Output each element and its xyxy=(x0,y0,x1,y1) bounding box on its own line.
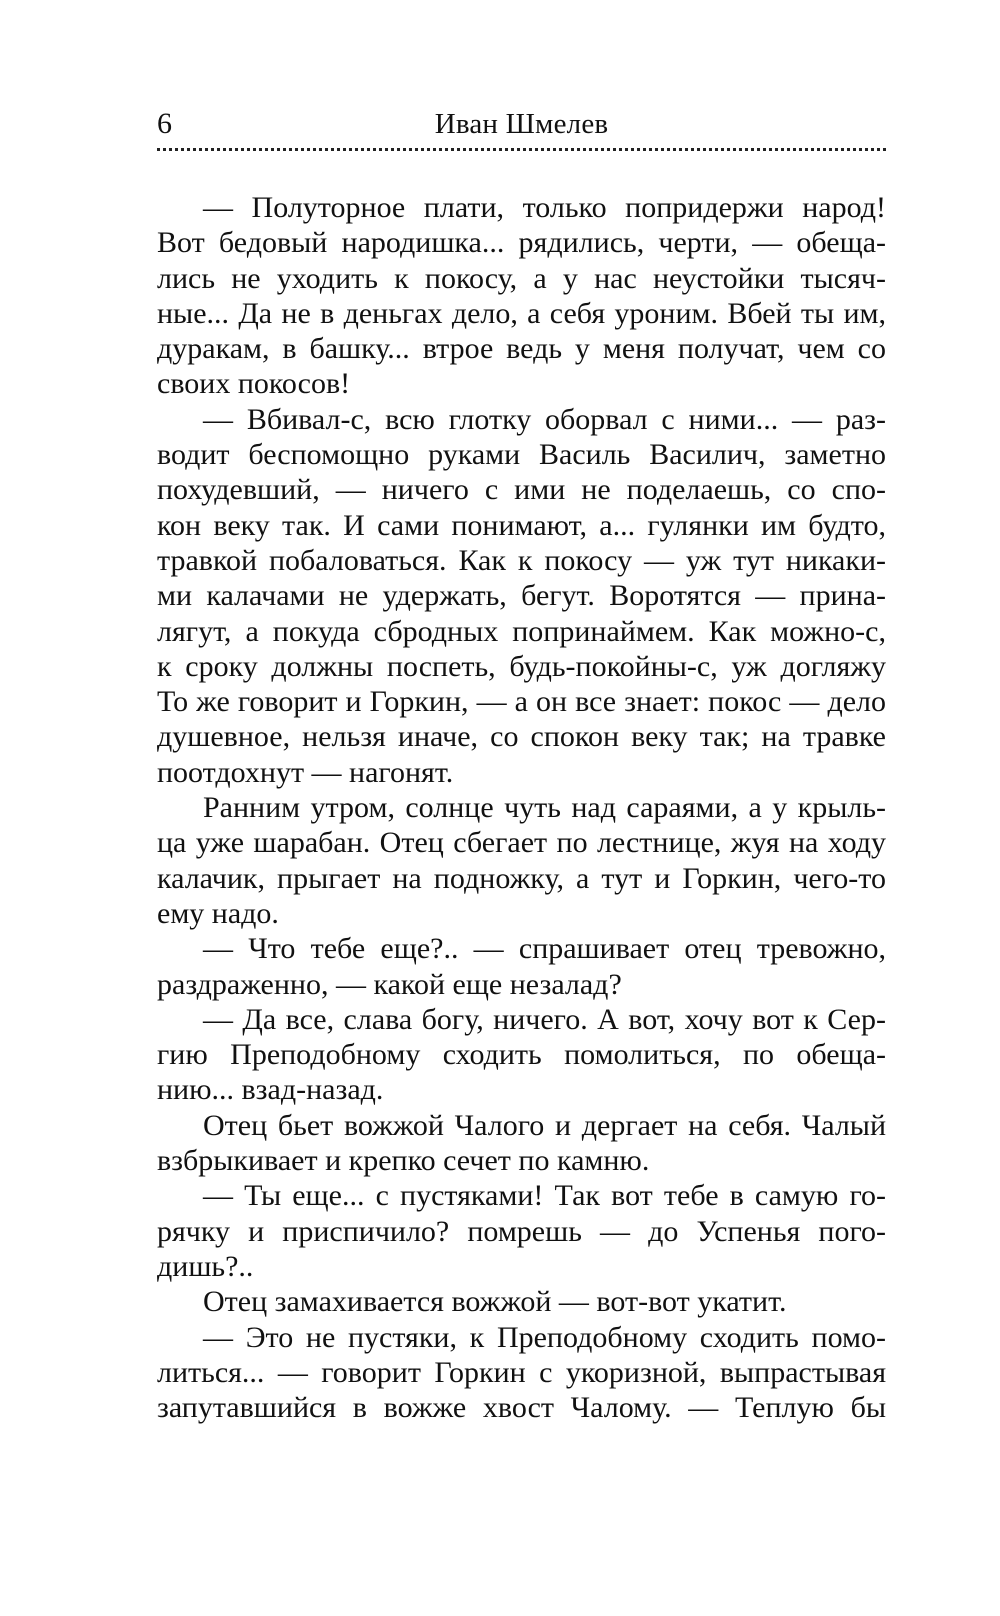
text-line: гию Преподобному сходить помолиться, по обеща- xyxy=(157,1038,886,1072)
text-line: своих покосов! xyxy=(157,367,351,401)
text-line: взбрыкивает и крепко сечет по камню. xyxy=(157,1144,650,1178)
running-head-author: Иван Шмелев xyxy=(434,108,609,140)
text-line: литься... — говорит Горкин с укоризной, выпрастывая xyxy=(157,1355,886,1389)
text-line: похудевший, — ничего с ими не поделаешь, со спо- xyxy=(157,473,886,507)
text-line: ные... Да не в деньгах дело, а себя уроним. Вбей ты им, xyxy=(157,296,886,330)
text-line: нию... взад-назад. xyxy=(157,1073,384,1107)
text-line: Отец замахивается вожжой — вот-вот укатит. xyxy=(203,1285,787,1319)
text-line: ми калачами не удержать, бегут. Воротятся — прина- xyxy=(157,579,886,613)
text-line: лягут, а покуда сбродных попринаймем. Как можно-с, xyxy=(157,614,886,648)
text-line: ца уже шарабан. Отец сбегает по лестнице, жуя на ходу xyxy=(157,826,886,860)
text-line: калачик, прыгает на подножку, а тут и Горкин, чего-то xyxy=(157,861,886,895)
body-text xyxy=(157,190,886,1425)
text-line: поотдохнут — нагонят. xyxy=(157,755,454,789)
text-line: ему надо. xyxy=(157,896,279,930)
text-line: Ранним утром, солнце чуть над сараями, а у крыль- xyxy=(203,791,886,825)
page-number: 6 xyxy=(157,107,172,140)
text-line: лись не уходить к покосу, а у нас неустойки тысяч- xyxy=(157,261,886,295)
header-dotted-rule xyxy=(157,148,886,151)
text-line: душевное, нельзя иначе, со спокон веку так; на травке xyxy=(157,720,886,754)
text-line: То же говорит и Горкин, — а он все знает: покос — дело xyxy=(157,685,886,719)
page-header xyxy=(157,104,886,144)
text-line: — Вбивал-с, всю глотку оборвал с ними... — раз- xyxy=(203,402,886,436)
text-line: травкой побаловаться. Как к покосу — уж тут никаки- xyxy=(157,543,886,577)
text-line: — Да все, слава богу, ничего. А вот, хочу вот к Сер- xyxy=(203,1002,886,1036)
text-line: Отец бьет вожжой Чалого и дергает на себя. Чалый xyxy=(203,1108,886,1142)
text-line: — Ты еще... с пустяками! Так вот тебе в самую го- xyxy=(203,1179,886,1213)
text-line: раздраженно, — какой еще незалад? xyxy=(157,967,622,1001)
text-line: водит беспомощно руками Василь Василич, заметно xyxy=(157,438,886,472)
text-line: дишь?.. xyxy=(157,1249,254,1283)
text-line: рячку и приспичило? помрешь — до Успенья пого- xyxy=(157,1214,886,1248)
text-line: кон веку так. И сами понимают, а... гулянки им будто, xyxy=(157,508,886,542)
text-line: Вот бедовый народишка... рядились, черти, — обеща- xyxy=(157,226,886,260)
text-line: к сроку должны поспеть, будь-покойны-с, уж догляжу xyxy=(157,649,886,683)
text-line: — Это не пустяки, к Преподобному сходить помо- xyxy=(203,1320,886,1354)
text-line: — Что тебе еще?.. — спрашивает отец тревожно, xyxy=(203,932,886,966)
text-line: — Полуторное плати, только попридержи народ! xyxy=(203,191,886,224)
text-line: дуракам, в башку... втрое ведь у меня получат, чем со xyxy=(157,332,886,366)
text-line: запутавшийся в вожже хвост Чалому. — Теплую бы xyxy=(157,1391,886,1425)
